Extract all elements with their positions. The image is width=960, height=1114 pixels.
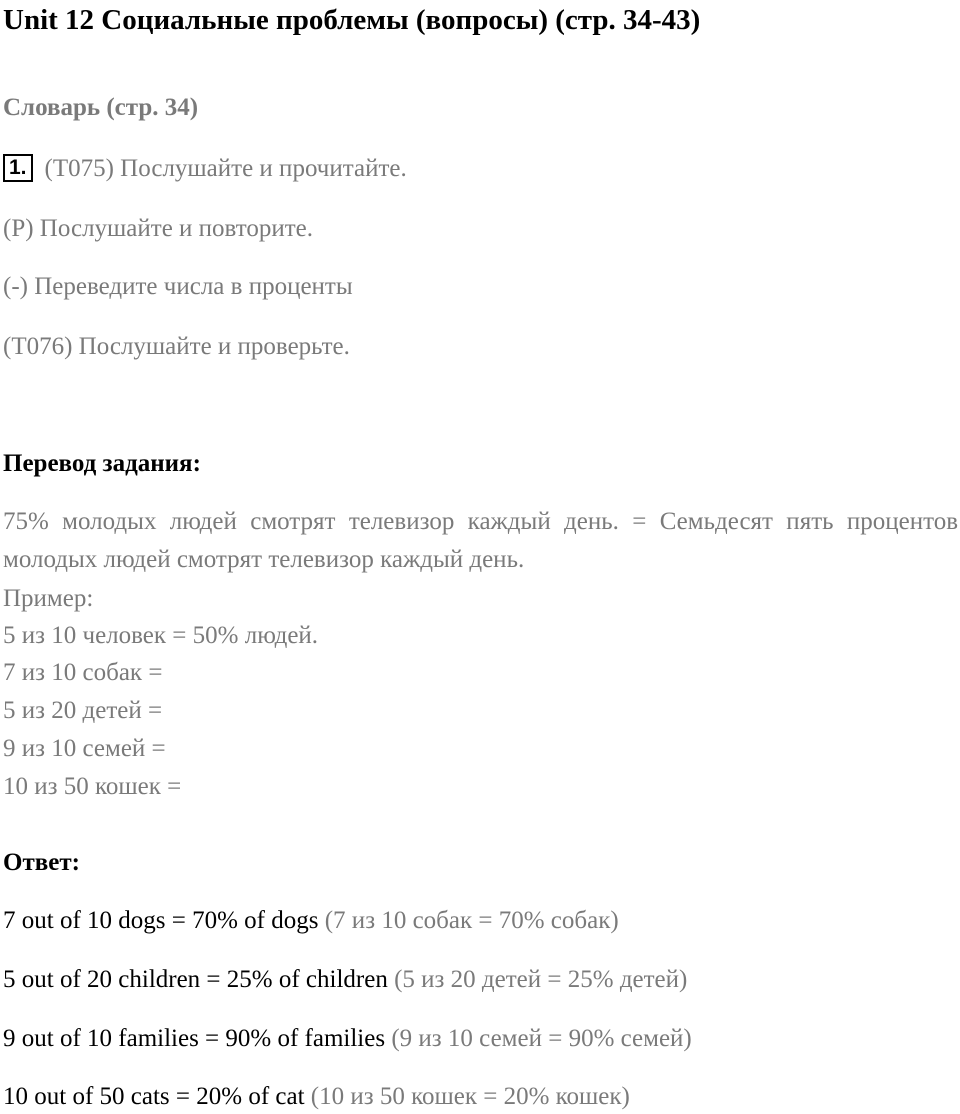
page-title: Unit 12 Социальные проблемы (вопросы) (стр. 34-43) [3, 4, 701, 36]
vocab-heading: Словарь (стр. 34) [3, 94, 199, 121]
answer-heading: Ответ: [3, 849, 80, 876]
task-line-children: 5 из 20 детей = [3, 697, 163, 724]
instruction-text: (T075) Послушайте и прочитайте. [44, 155, 407, 182]
answer-item [3, 1024, 692, 1054]
answer-item [3, 906, 619, 936]
answer-english: 5 out of 20 children = 25% of children [3, 966, 388, 993]
answer-english: 7 out of 10 dogs = 70% of dogs [3, 907, 319, 934]
example-label: Пример: [3, 585, 94, 612]
translation-paragraph: 75% молодых людей смотрят телевизор каждый день. = Семьдесят пять процентов молодых людей смотрят телевизор каждый день. [3, 508, 958, 573]
task-line-cats: 10 из 50 кошек = [3, 773, 182, 800]
instruction-line-1 [3, 154, 407, 184]
instruction-line-2: (P) Послушайте и повторите. [3, 215, 313, 242]
answer-russian: (7 из 10 собак = 70% собак) [318, 907, 619, 934]
task-line-dogs: 7 из 10 собак = [3, 659, 163, 686]
instruction-line-3: (-) Переведите числа в проценты [3, 273, 353, 300]
answer-item [3, 1082, 630, 1112]
task-line-families: 9 из 10 семей = [3, 735, 166, 762]
answer-russian: (5 из 20 детей = 25% детей) [387, 966, 688, 993]
answer-russian: (10 из 50 кошек = 20% кошек) [304, 1083, 630, 1110]
answer-english: 9 out of 10 families = 90% of families [3, 1025, 386, 1052]
answer-russian: (9 из 10 семей = 90% семей) [385, 1025, 692, 1052]
answer-item [3, 965, 687, 995]
answer-english: 10 out of 50 cats = 20% of cat [3, 1083, 305, 1110]
instruction-line-4: (T076) Послушайте и проверьте. [3, 333, 350, 360]
translation-heading: Перевод задания: [3, 450, 201, 477]
task-number-box: 1. [3, 154, 33, 182]
example-line: 5 из 10 человек = 50% людей. [3, 622, 319, 649]
